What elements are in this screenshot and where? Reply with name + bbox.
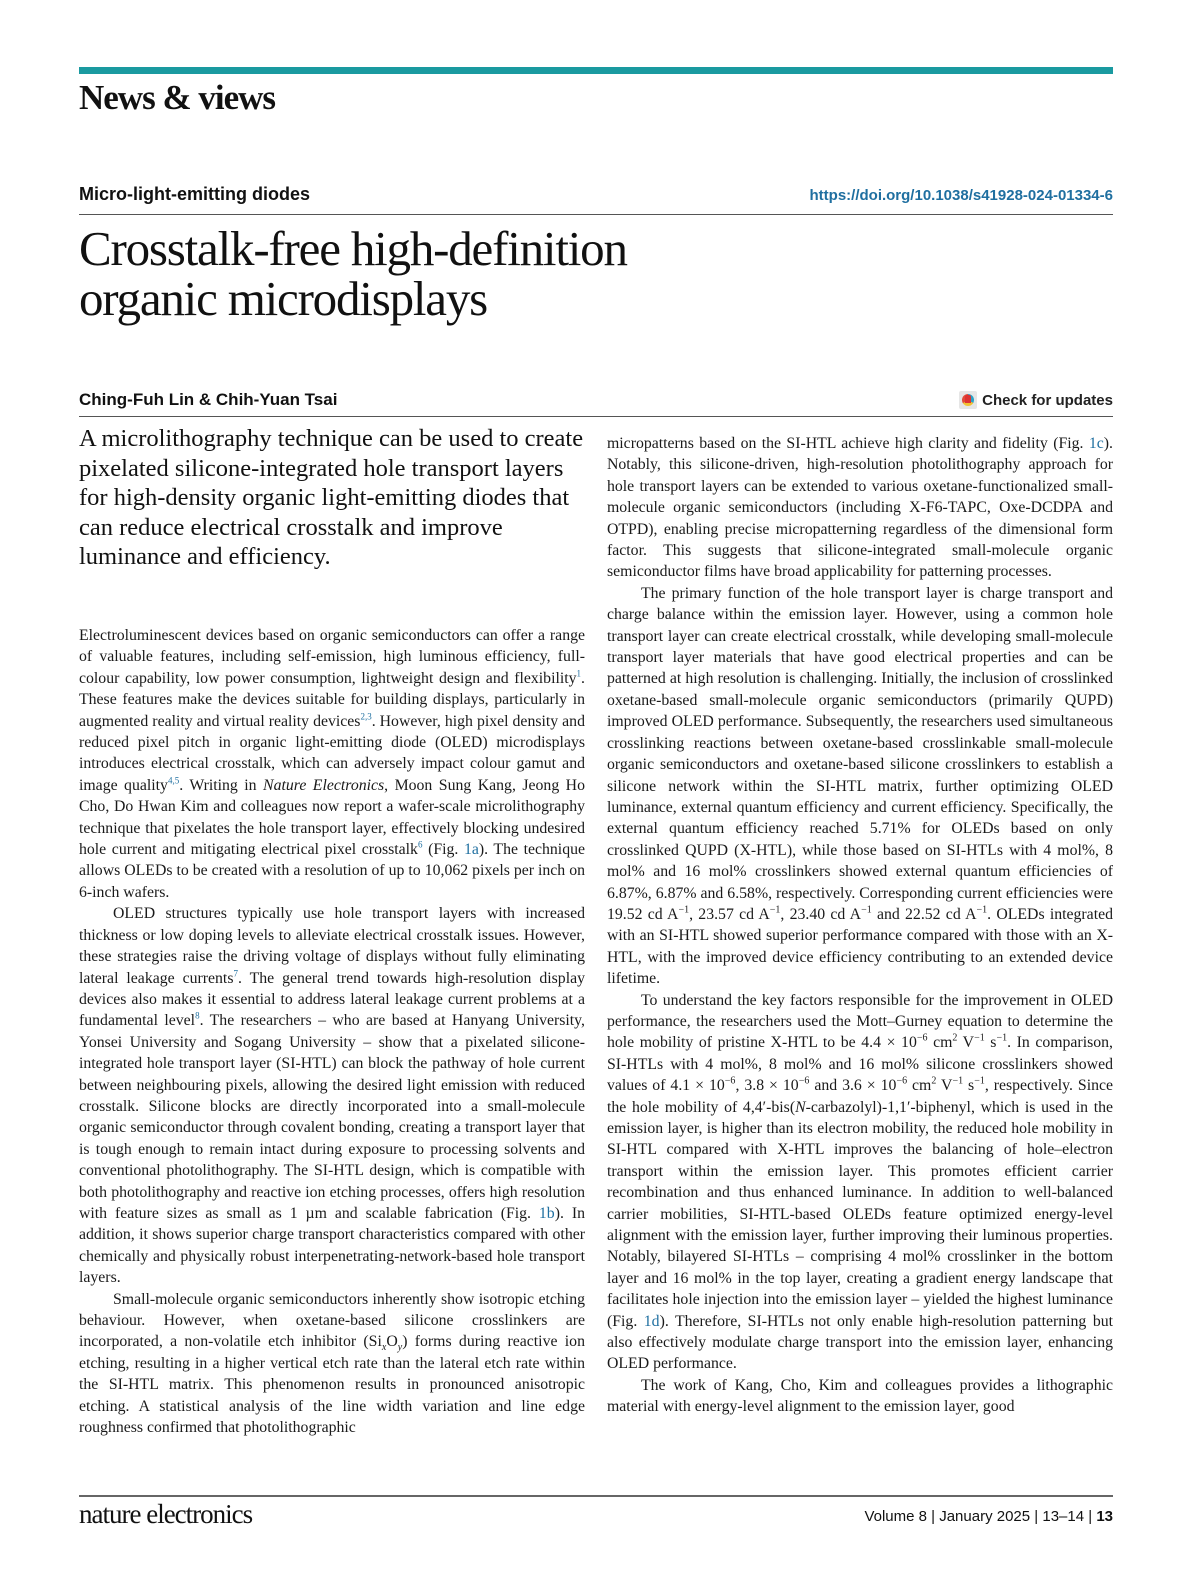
text-run: , 3.8 × 10 bbox=[735, 1077, 799, 1095]
reference-link[interactable]: 8 bbox=[195, 1011, 200, 1022]
superscript: −1 bbox=[974, 1033, 985, 1045]
page-number: 13 bbox=[1096, 1508, 1113, 1525]
reference-link[interactable]: 2,3 bbox=[360, 711, 372, 722]
text-run: and 22.52 cd A bbox=[871, 905, 977, 923]
text-run: micropatterns based on the SI-HTL achieve high clarity and fidelity (Fig. bbox=[607, 435, 1089, 452]
text-run: . The researchers – who are based at Hanyang University, Yonsei University and Sogang University – show that a pixelated silicone-integrated hole transport layer (SI-HTL) can block the pathway of hole current between neighbouring pixels, allowing the desired light emission with reduced crosstalk. Silicone blocks are directly incorporated into a small-molecule organic semiconductor through covalent bonding, creating a transport layer that is tough enough to remain intact during exposure to processing solvents and conventional photolithography. The SI-HTL design, which is compatible with both photolithography and reactive ion etching processes, offers high resolution with feature sizes as small as 1 µm and scalable fabrication (Fig. bbox=[79, 1012, 585, 1222]
check-for-updates-button[interactable] bbox=[959, 391, 1113, 409]
reference-link[interactable]: 1 bbox=[576, 668, 582, 679]
text-run: , 23.57 cd A bbox=[689, 905, 770, 923]
text-run: cm bbox=[927, 1034, 953, 1052]
text-run: To understand the key factors responsible for the improvement in OLED performance, the researchers used the Mott–Gurney equation to determine the hole mobility of pristine X-HTL to be 4.4 × 10 bbox=[607, 991, 1113, 1052]
text-run: and 3.6 × 10 bbox=[809, 1077, 897, 1095]
text-run: . In comparison, SI-HTLs with 4 mol%, 8 mol% and 16 mol% silicone crosslinkers showed values of 4.1 × 10 bbox=[607, 1034, 1113, 1095]
body-paragraph bbox=[607, 433, 1113, 583]
superscript: −1 bbox=[769, 904, 781, 916]
journal-logo: nature electronics bbox=[79, 1499, 253, 1529]
superscript: −1 bbox=[952, 1075, 964, 1087]
text-run: , 23.40 cd A bbox=[780, 905, 862, 923]
body-paragraph bbox=[607, 990, 1113, 1375]
text-run: . These features make the devices suitable for building displays, particularly in augmented reality and virtual reality devices bbox=[79, 669, 585, 730]
text-run: The primary function of the hole transport layer is charge transport and charge balance within the emission layer. However, using a common hole transport layer can create electrical crosstalk, while developing small-molecule transport layer materials that have good electrical properties and can be patterned at high resolution is challenging. Initially, the inclusion of crosslinked oxetane-based small-molecule organic semiconductors (primarily QUPD) improved OLED performance. Subsequently, the researchers used simultaneous crosslinking reactions between oxetane-based crosslinkable small-molecule organic semiconductors and oxetane-based silicone crosslinkers to establish a silicone network within the SI-HTL matrix, further optimizing OLED luminance, external quantum efficiency and current efficiency. Specifically, the external quantum efficiency reached 5.71% for OLEDs based on only crosslinked QUPD (X-HTL), while those based on SI-HTLs with 4 mol%, 8 mol% and 16 mol% crosslinkers showed external quantum efficiencies of 6.87%, 6.87% and 6.58%, respectively. Corresponding current efficiencies were 19.52 cd A bbox=[607, 584, 1113, 923]
italic-text: Nature Electronics bbox=[263, 776, 385, 794]
separator: | bbox=[926, 1508, 940, 1525]
superscript: −1 bbox=[974, 1075, 985, 1087]
text-run: . Writing in bbox=[179, 776, 264, 794]
title-line-2: organic microdisplays bbox=[79, 271, 488, 326]
article-title bbox=[79, 221, 627, 326]
header-divider bbox=[79, 214, 1113, 215]
section-label: News & views bbox=[79, 78, 276, 117]
text-run: Small-molecule organic semiconductors inherently show isotropic etching behaviour. However, when oxetane-based silicone crosslinkers are incorporated, a non-volatile etch inhibitor (Si bbox=[79, 1290, 585, 1351]
body-paragraph bbox=[79, 625, 585, 903]
body-paragraph bbox=[607, 1375, 1113, 1418]
text-run: OLED structures typically use hole transport layers with increased thickness or low doping levels to alleviate electrical crosstalk issues. However, these strategies raise the driving voltage of displays without fully eliminating lateral leakage currents bbox=[79, 905, 585, 987]
superscript: −1 bbox=[996, 1033, 1008, 1045]
text-run: , respectively. Since the hole mobility of 4,4′-bis( bbox=[607, 1077, 1114, 1116]
text-run: . The general trend towards high-resolution display devices also makes it essential to address lateral leakage current problems at a fundamental level bbox=[79, 969, 585, 1030]
figure-link[interactable]: 1c bbox=[1088, 435, 1104, 452]
footer-divider bbox=[79, 1495, 1113, 1497]
doi-link[interactable]: https://doi.org/10.1038/s41928-024-01334-6 bbox=[809, 187, 1113, 204]
text-run: s bbox=[984, 1034, 997, 1052]
footer-meta bbox=[864, 1508, 1113, 1525]
authors-divider bbox=[79, 416, 1113, 417]
reference-link[interactable]: 4,5 bbox=[167, 775, 180, 786]
body-paragraph bbox=[607, 583, 1113, 990]
body-column-right bbox=[607, 433, 1113, 1418]
text-run: cm bbox=[907, 1077, 932, 1095]
superscript: −1 bbox=[678, 904, 690, 916]
text-run: , Moon Sung Kang, Jeong Ho Cho, Do Hwan Kim and colleagues now report a wafer-scale microlithography technique that pixelates the hole transport layer, effectively blocking undesired hole current and mitigating electrical pixel crosstalk bbox=[79, 776, 585, 859]
title-line-1: Crosstalk-free high-definition bbox=[79, 221, 627, 276]
text-run: V bbox=[936, 1077, 953, 1095]
superscript: −6 bbox=[916, 1033, 928, 1045]
text-run: The work of Kang, Cho, Kim and colleagues provides a lithographic material with energy-level alignment to the emission layer, good bbox=[607, 1376, 1113, 1416]
text-run: O bbox=[386, 1333, 398, 1351]
superscript: −6 bbox=[724, 1075, 736, 1087]
superscript: 2 bbox=[931, 1075, 937, 1087]
crossmark-icon bbox=[959, 391, 977, 409]
subject-label: Micro-light-emitting diodes bbox=[79, 184, 310, 204]
figure-link[interactable]: 1d bbox=[643, 1312, 660, 1330]
superscript: −1 bbox=[976, 904, 988, 916]
text-run: ). In addition, it shows superior charge transport characteristics compared with other chemically and physically robust interpenetrating-network-based hole transport layers. bbox=[79, 1204, 585, 1287]
text-run: ). The technique allows OLEDs to be created with a resolution of up to 10,062 pixels per inch on 6-inch wafers. bbox=[79, 841, 586, 901]
check-for-updates-label: Check for updates bbox=[982, 391, 1113, 409]
superscript: −1 bbox=[861, 904, 872, 916]
subscript: x bbox=[381, 1342, 387, 1354]
superscript: −6 bbox=[896, 1075, 908, 1087]
text-run: Electroluminescent devices based on organic semiconductors can offer a range of valuable features, including self-emission, high luminous efficiency, full-colour capability, low power consumption, lightweight design and flexibility bbox=[79, 627, 585, 687]
text-run: . However, high pixel density and reduced pixel pitch in organic light-emitting diode (OLED) microdisplays introduces electrical crosstalk, which can adversely impact colour gamut and image quality bbox=[79, 712, 585, 794]
figure-link[interactable]: 1b bbox=[538, 1204, 555, 1222]
text-run: -carbazolyl)-1,1′-biphenyl, which is used in the emission layer, is higher than its electron mobility, the reduced hole mobility in SI-HTL compared with X-HTL improves the balancing of hole–electron transport within the emission layer. This promotes efficient carrier recombination and thus enhanced luminance. In addition to well-balanced carrier mobilities, SI-HTL-based OLEDs feature optimized energy-level alignment with the emission layer, further improving their luminous properties. Notably, bilayered SI-HTLs – comprising 4 mol% crosslinker in the bottom layer and 16 mol% in the top layer, creating a gradient energy landscape that facilitates hole injection into the emission layer – yielded the highest luminance (Fig. bbox=[607, 1098, 1113, 1330]
separator: | bbox=[1084, 1508, 1097, 1525]
text-run: ) forms during reactive ion etching, resulting in a higher vertical etch rate than the lateral etch rate within the SI-HTL matrix. This phenomenon results in pronounced anisotropic etching. A statistical analysis of the line width variation and line edge roughness confirmed that photolithographic bbox=[79, 1333, 585, 1437]
body-column-left bbox=[79, 625, 585, 1438]
volume: Volume 8 bbox=[864, 1508, 927, 1525]
reference-link[interactable]: 6 bbox=[417, 839, 423, 850]
standfirst: A microlithography technique can be used to create pixelated silicone-integrated hole transport layers for high-density organic light-emitting diodes that can reduce electrical crosstalk and improve luminance and efficiency. bbox=[79, 425, 584, 571]
italic-text: N bbox=[795, 1098, 806, 1116]
superscript: −6 bbox=[798, 1075, 810, 1087]
accent-bar bbox=[79, 67, 1113, 74]
article-page bbox=[79, 0, 1113, 1593]
superscript: 2 bbox=[952, 1033, 958, 1045]
text-run: ). Notably, this silicone-driven, high-resolution photolithography approach for hole transport layers can be extended to various oxetane-functionalized small-molecule organic semiconductors (including X-F6-TAPC, Oxe-DCDPA and OTPD), enabling precise micropatterning regardless of the dimensional form factor. This suggests that silicone-integrated small-molecule organic semiconductor films have broad applicability for patterning processes. bbox=[607, 435, 1113, 581]
subscript: y bbox=[397, 1342, 403, 1354]
separator: | bbox=[1030, 1508, 1043, 1525]
authors: Ching-Fuh Lin & Chih-Yuan Tsai bbox=[79, 390, 338, 409]
text-run: s bbox=[963, 1077, 975, 1095]
issue-date: January 2025 bbox=[939, 1508, 1031, 1525]
body-paragraph bbox=[79, 1289, 585, 1439]
reference-link[interactable]: 7 bbox=[233, 968, 238, 979]
page-range: 13–14 bbox=[1042, 1508, 1085, 1525]
body-paragraph bbox=[79, 903, 585, 1288]
text-run: (Fig. bbox=[422, 841, 464, 859]
text-run: V bbox=[957, 1034, 975, 1052]
text-run: . OLEDs integrated with an SI-HTL showed superior performance compared with those with an X-HTL, with the improved device efficiency contributing to an extended device lifetime. bbox=[607, 905, 1113, 988]
text-run: ). Therefore, SI-HTLs not only enable high-resolution patterning but also effectively modulate charge transport into the emission layer, enhancing OLED performance. bbox=[607, 1312, 1114, 1373]
figure-link[interactable]: 1a bbox=[463, 841, 479, 859]
